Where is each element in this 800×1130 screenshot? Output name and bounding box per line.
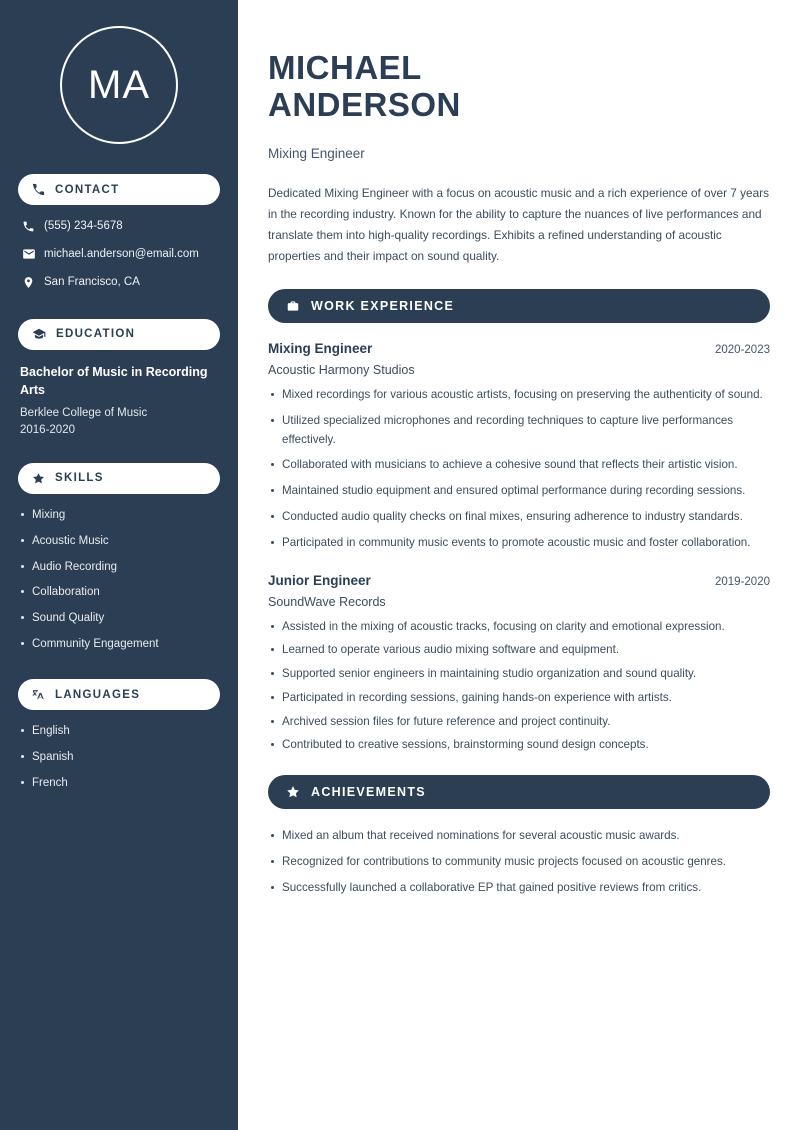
- list-item: Collaborated with musicians to achieve a cohesive sound that reflects their artistic vision.: [282, 456, 770, 475]
- list-item: Archived session files for future reference and project continuity.: [282, 713, 770, 732]
- list-item: Mixing: [32, 508, 220, 523]
- professional-summary: Dedicated Mixing Engineer with a focus on acoustic music and a rich experience of over 7 years in the recording industry. Known for the ability to capture the nuances of live performances and translate them into high-quality recordings. Exhibits a refined understanding of acoustic properties and their impact on sound quality.: [268, 186, 769, 264]
- sidebar-section-contact-label: CONTACT: [55, 183, 120, 196]
- envelope-icon: [22, 247, 44, 261]
- list-item: Community Engagement: [32, 637, 220, 652]
- list-item: Audio Recording: [32, 560, 220, 575]
- job-company: Acoustic Harmony Studios: [268, 363, 415, 378]
- contact-location-value: San Francisco, CA: [44, 275, 140, 288]
- achievements-list: [268, 827, 770, 897]
- list-item: Conducted audio quality checks on final mixes, ensuring adherence to industry standards.: [282, 508, 770, 527]
- main-content: [238, 0, 800, 1130]
- list-item: Mixed recordings for various acoustic artists, focusing on preserving the authenticity of sound.: [282, 386, 770, 405]
- contact-phone-value: (555) 234-5678: [44, 220, 123, 232]
- job-header: [268, 573, 770, 588]
- contact-phone: [22, 219, 220, 234]
- list-item: Learned to operate various audio mixing software and equipment.: [282, 641, 770, 660]
- languages-list: [18, 724, 220, 791]
- section-work-experience-label: WORK EXPERIENCE: [311, 299, 455, 314]
- education-years: 2016-2020: [20, 423, 75, 436]
- sidebar-section-education-label: EDUCATION: [56, 328, 136, 341]
- contact-location: [22, 275, 220, 290]
- sidebar: [0, 0, 238, 1130]
- language-icon: [32, 688, 45, 701]
- list-item: Collaboration: [32, 585, 220, 600]
- list-item: Participated in recording sessions, gaining hands-on experience with artists.: [282, 689, 770, 708]
- list-item: Successfully launched a collaborative EP that gained positive reviews from critics.: [282, 879, 770, 898]
- list-item: Spanish: [32, 750, 220, 765]
- graduation-cap-icon: [32, 327, 46, 341]
- job-bullets: [268, 618, 770, 756]
- list-item: Recognized for contributions to community music projects focused on acoustic genres.: [282, 853, 770, 872]
- list-item: Assisted in the mixing of acoustic tracks, focusing on clarity and emotional expression.: [282, 618, 770, 637]
- skills-list: [18, 508, 220, 653]
- list-item: Utilized specialized microphones and recording techniques to capture live performances effectively.: [282, 412, 770, 450]
- contact-email: [22, 247, 220, 262]
- list-item: English: [32, 724, 220, 739]
- phone-icon: [32, 183, 45, 196]
- contact-email-value: michael.anderson@email.com: [44, 247, 199, 260]
- section-achievements-label: ACHIEVEMENTS: [311, 785, 426, 800]
- list-item: French: [32, 776, 220, 791]
- first-name: MICHAEL: [268, 49, 422, 87]
- section-work-experience: [268, 289, 770, 323]
- briefcase-icon: [286, 299, 300, 313]
- job-dates: 2020-2023: [715, 344, 770, 357]
- headline-job-title: Mixing Engineer: [268, 146, 365, 162]
- phone-icon: [22, 220, 44, 233]
- last-name: ANDERSON: [268, 86, 461, 124]
- job-dates: 2019-2020: [715, 575, 770, 588]
- list-item: Acoustic Music: [32, 534, 220, 549]
- map-pin-icon: [22, 276, 44, 289]
- list-item: Sound Quality: [32, 611, 220, 626]
- avatar: MA: [60, 26, 178, 144]
- job-company: SoundWave Records: [268, 594, 386, 609]
- avatar-wrapper: [18, 26, 220, 144]
- list-item: Participated in community music events to promote acoustic music and foster collaboration.: [282, 534, 770, 553]
- list-item: Contributed to creative sessions, brainstorming sound design concepts.: [282, 736, 770, 755]
- job-role: Junior Engineer: [268, 572, 371, 588]
- job-header: [268, 341, 770, 356]
- sidebar-section-contact: [18, 174, 220, 205]
- sidebar-section-languages-label: LANGUAGES: [55, 688, 141, 701]
- list-item: Maintained studio equipment and ensured optimal performance during recording sessions.: [282, 482, 770, 501]
- star-icon: [32, 472, 45, 485]
- star-icon: [286, 785, 300, 799]
- sidebar-section-education: [18, 319, 220, 350]
- sidebar-section-languages: [18, 679, 220, 710]
- job-role: Mixing Engineer: [268, 341, 373, 357]
- sidebar-section-skills: [18, 463, 220, 494]
- education-school: Berklee College of Music: [20, 407, 148, 420]
- section-achievements: [268, 775, 770, 809]
- job-bullets: [268, 386, 770, 552]
- job-entry: [268, 573, 770, 756]
- page-title: [268, 50, 770, 124]
- job-entry: [268, 341, 770, 552]
- list-item: Supported senior engineers in maintaining studio organization and sound quality.: [282, 665, 770, 684]
- education-degree: Bachelor of Music in Recording Arts: [20, 364, 208, 397]
- sidebar-section-skills-label: SKILLS: [55, 472, 104, 485]
- list-item: Mixed an album that received nominations for several acoustic music awards.: [282, 827, 770, 846]
